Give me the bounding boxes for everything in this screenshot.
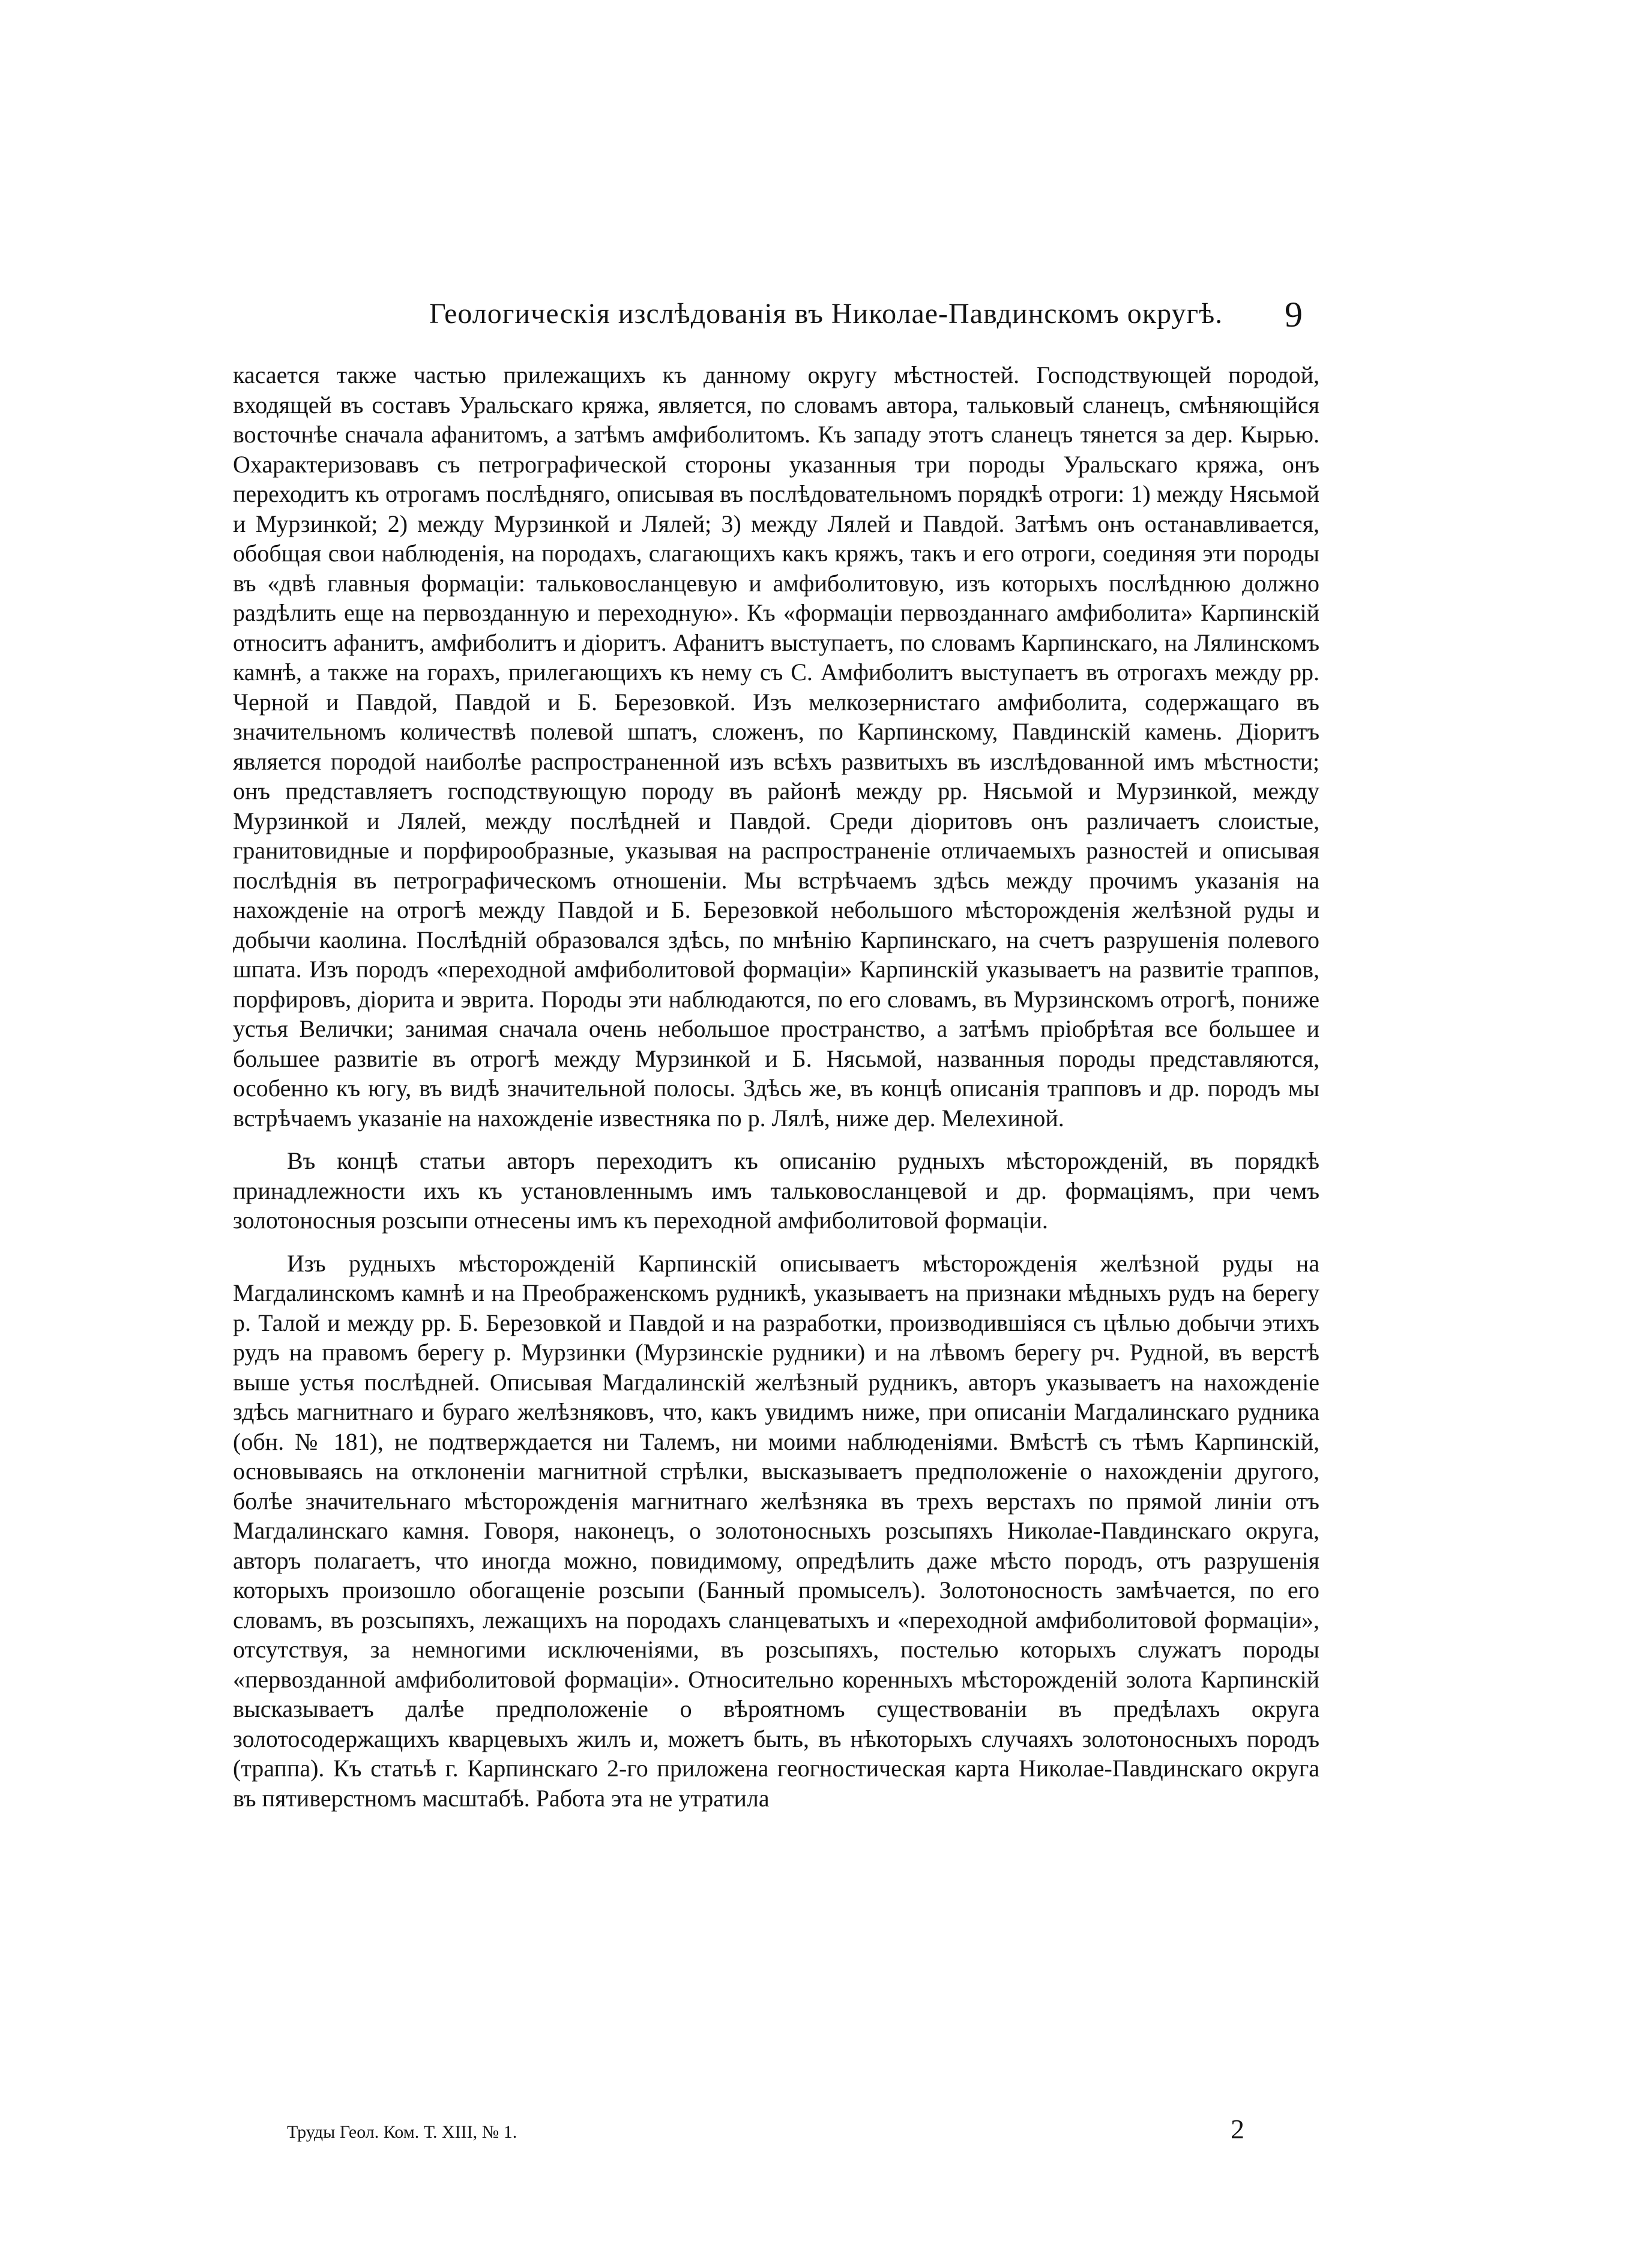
signature-mark: 2 xyxy=(1231,2114,1244,2144)
page-number: 9 xyxy=(1285,295,1303,334)
paragraph-ore-deposits-intro: Въ концѣ статьи авторъ переходитъ къ описанію рудныхъ мѣсторожденій, въ порядкѣ принадлежности ихъ къ установленнымъ имъ тальковосланцевой и др. формаціямъ, при чемъ золотоносныя розсыпи отнесены имъ къ переходной амфиболитовой формаціи. xyxy=(233,1147,1319,1234)
body-text xyxy=(233,360,1319,1826)
paragraph-continued: касается также частью прилежащихъ къ данному округу мѣстностей. Господствующей породой, входящей въ составъ Уральскаго кряжа, является, по словамъ автора, тальковый сланецъ, смѣняющійся восточнѣе сначала афанитомъ, а затѣмъ амфиболитомъ. Къ западу этотъ сланецъ тянется за дер. Кырью. Охарактеризовавъ съ петрографической стороны указанныя три породы Уральскаго кряжа, онъ переходитъ къ отрогамъ послѣдняго, описывая въ послѣдовательномъ порядкѣ отроги: 1) между Нясьмой и Мурзинкой; 2) между Мурзинкой и Лялей; 3) между Лялей и Павдой. Затѣмъ онъ останавливается, обобщая свои наблюденія, на породахъ, слагающихъ какъ кряжъ, такъ и его отроги, соединяя эти породы въ «двѣ главныя формаціи: тальковосланцевую и амфиболитовую, изъ которыхъ послѣднюю должно раздѣлить еще на первозданную и переходную». Къ «формаціи первозданнаго амфиболита» Карпинскій относитъ афанитъ, амфиболитъ и діоритъ. Афанитъ выступаетъ, по словамъ Карпинскаго, на Лялинскомъ камнѣ, а также на горахъ, прилегающихъ къ нему съ С. Амфиболитъ выступаетъ въ отрогахъ между рр. Черной и Павдой, Павдой и Б. Березовкой. Изъ мелкозернистаго амфиболита, содержащаго въ значительномъ количествѣ полевой шпатъ, сложенъ, по Карпинскому, Павдинскій камень. Діоритъ является породой наиболѣе распространенной изъ всѣхъ развитыхъ въ изслѣдованной имъ мѣстности; онъ представляетъ господствующую породу въ районѣ между рр. Нясьмой и Мурзинкой, между Мурзинкой и Лялей, между послѣдней и Павдой. Среди діоритовъ онъ различаетъ слоистые, гранитовидные и порфирообразные, указывая на распространеніе отличаемыхъ разностей и описывая послѣднія въ петрографическомъ отношеніи. Мы встрѣчаемъ здѣсь между прочимъ указанія на нахожденіе на отрогѣ между Павдой и Б. Березовкой небольшого мѣсторожденія желѣзной руды и добычи каолина. Послѣдній образовался здѣсь, по мнѣнію Карпинскаго, на счетъ разрушенія полевого шпата. Изъ породъ «переходной амфиболитовой формаціи» Карпинскій указываетъ на развитіе траппов, порфировъ, діорита и эврита. Породы эти наблюдаются, по его словамъ, въ Мурзинскомъ отрогѣ, пониже устья Велички; занимая сначала очень небольшое пространство, а затѣмъ пріобрѣтая все большее и большее развитіе въ отрогѣ между Мурзинкой и Б. Нясьмой, названныя породы представляются, особенно къ югу, въ видѣ значительной полосы. Здѣсь же, въ концѣ описанія трапповъ и др. породъ мы встрѣчаемъ указаніе на нахожденіе известняка по р. Лялѣ, ниже дер. Мелехиной. xyxy=(233,361,1319,1132)
paragraph-ore-deposits: Изъ рудныхъ мѣсторожденій Карпинскій описываетъ мѣсторожденія желѣзной руды на Магдалинскомъ камнѣ и на Преображенскомъ рудникѣ, указываетъ на признаки мѣдныхъ рудъ на берегу р. Талой и между рр. Б. Березовкой и Павдой и на разработки, производившіяся съ цѣлью добычи этихъ рудъ на правомъ берегу р. Мурзинки (Мурзинскіе рудники) и на лѣвомъ берегу рч. Рудной, въ верстѣ выше устья послѣдней. Описывая Магдалинскій желѣзный рудникъ, авторъ указываетъ на нахожденіе здѣсь магнитнаго и бураго желѣзняковъ, что, какъ увидимъ ниже, при описаніи Магдалинскаго рудника (обн. № 181), не подтверждается ни Талемъ, ни моими наблюденіями. Вмѣстѣ съ тѣмъ Карпинскій, основываясь на отклоненіи магнитной стрѣлки, высказываетъ предположеніе о нахожденіи другого, болѣе значительнаго мѣсторожденія магнитнаго желѣзняка въ трехъ верстахъ по прямой линіи отъ Магдалинскаго камня. Говоря, наконецъ, о золотоносныхъ розсыпяхъ Николае-Павдинскаго округа, авторъ полагаетъ, что иногда можно, повидимому, опредѣлить даже мѣсто породъ, отъ разрушенія которыхъ произошло обогащеніе розсыпи (Банный промыселъ). Золотоносность замѣчается, по его словамъ, въ розсыпяхъ, лежащихъ на породахъ сланцеватыхъ и «переходной амфиболитовой формаціи», отсутствуя, за немногими исключеніями, въ розсыпяхъ, постелью которыхъ служатъ породы «первозданной амфиболитовой формаціи». Относительно коренныхъ мѣсторожденій золота Карпинскій высказываетъ далѣе предположеніе о вѣроятномъ существованіи въ предѣлахъ округа золотосодержащихъ кварцевыхъ жилъ и, можетъ быть, въ нѣкоторыхъ случаяхъ золотоносныхъ породъ (траппа). Къ статьѣ г. Карпинскаго 2-го приложена геогностическая карта Николае-Павдинскаго округа въ пятиверстномъ масштабѣ. Работа эта не утратила xyxy=(233,1249,1319,1812)
footer-citation: Труды Геол. Ком. Т. XIII, № 1. xyxy=(287,2122,517,2142)
running-title: Геологическія изслѣдованія въ Николае-Павдинскомъ округѣ. xyxy=(429,298,1223,330)
